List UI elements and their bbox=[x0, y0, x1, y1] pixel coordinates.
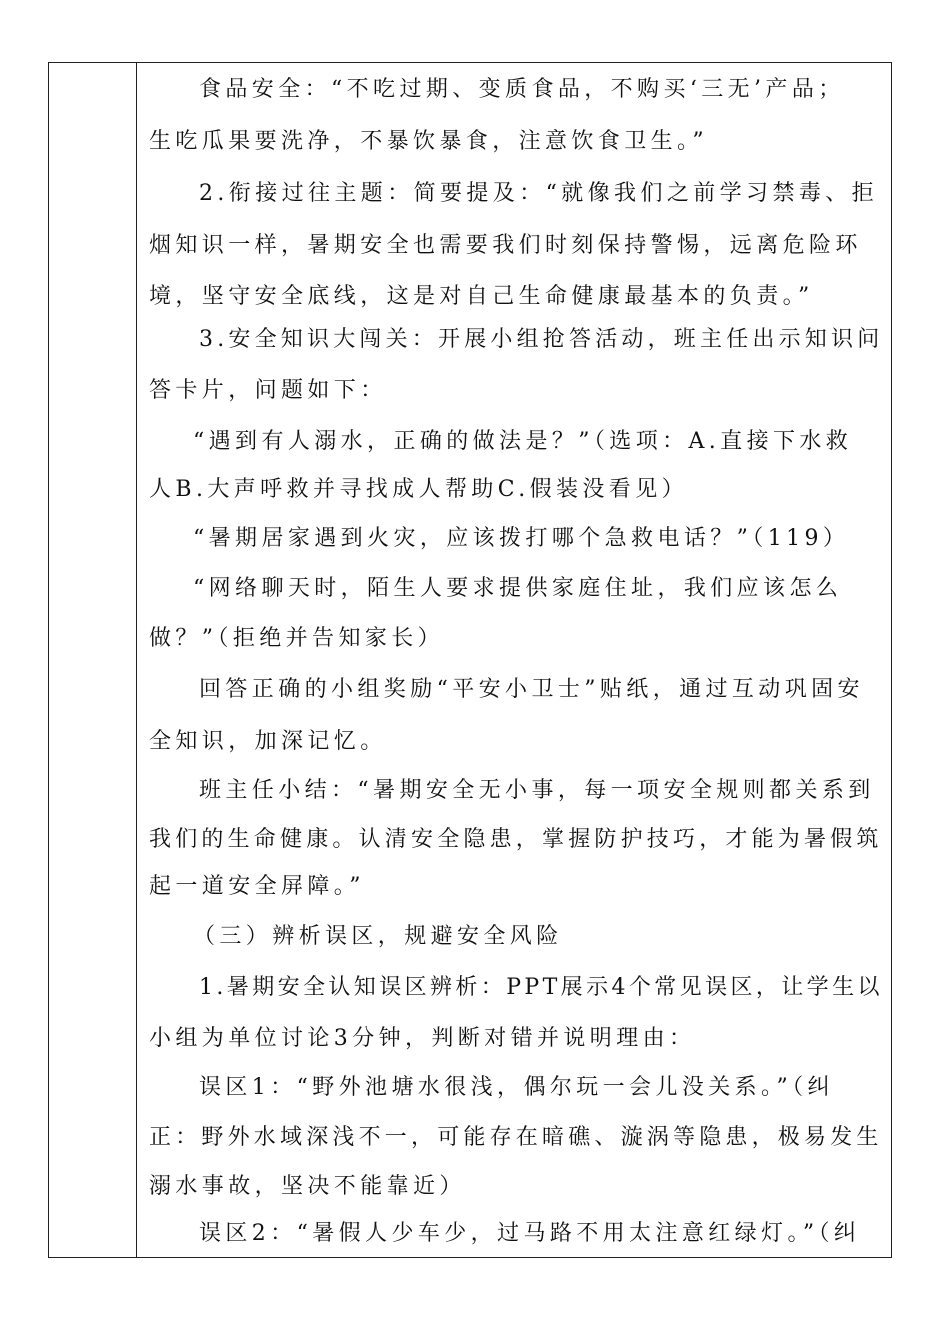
section-heading: （三）辨析误区，规避安全风险 bbox=[193, 924, 563, 949]
text-line: 3.安全知识大闯关：开展小组抢答活动，班主任出示知识问 bbox=[199, 327, 884, 352]
text-line: 境，坚守安全底线，这是对自己生命健康最基本的负责。” bbox=[149, 284, 814, 309]
text-line: “网络聊天时，陌生人要求提供家庭住址，我们应该怎么 bbox=[193, 576, 843, 601]
text-line: 全知识，加深记忆。 bbox=[149, 729, 387, 754]
lesson-plan-table bbox=[48, 62, 892, 1258]
table-content-cell bbox=[137, 63, 891, 1257]
text-line: “遇到有人溺水，正确的做法是？”（选项：A.直接下水救 bbox=[193, 429, 853, 454]
table-left-column bbox=[49, 63, 137, 1257]
text-line: 烟知识一样，暑期安全也需要我们时刻保持警惕，远离危险环 bbox=[149, 233, 862, 258]
text-line: 班主任小结：“暑期安全无小事，每一项安全规则都关系到 bbox=[199, 778, 875, 803]
text-line: 生吃瓜果要洗净，不暴饮暴食，注意饮食卫生。” bbox=[149, 129, 709, 154]
text-line: 溺水事故，坚决不能靠近） bbox=[149, 1174, 466, 1199]
text-line: 1.暑期安全认知误区辨析：PPT展示4个常见误区，让学生以 bbox=[199, 975, 883, 1000]
text-line: “暑期居家遇到火灾，应该拨打哪个急救电话？”（119） bbox=[193, 526, 850, 551]
text-line: 做？”（拒绝并告知家长） bbox=[149, 626, 445, 651]
text-line: 答卡片，问题如下： bbox=[149, 378, 387, 403]
text-line: 回答正确的小组奖励“平安小卫士”贴纸，通过互动巩固安 bbox=[199, 677, 864, 702]
text-line: 人B.大声呼救并寻找成人帮助C.假装没看见） bbox=[149, 477, 689, 502]
text-line: 小组为单位讨论3分钟，判断对错并说明理由： bbox=[149, 1026, 696, 1051]
text-line: 2.衔接过往主题：简要提及：“就像我们之前学习禁毒、拒 bbox=[199, 181, 879, 206]
text-line: 我们的生命健康。认清安全隐患，掌握防护技巧，才能为暑假筑 bbox=[149, 827, 883, 852]
text-line: 起一道安全屏障。” bbox=[149, 874, 365, 899]
text-line: 误区1：“野外池塘水很浅，偶尔玩一会儿没关系。”（纠 bbox=[199, 1075, 834, 1100]
text-line: 正：野外水域深浅不一，可能存在暗礁、漩涡等隐患，极易发生 bbox=[149, 1125, 883, 1150]
text-line: 食品安全：“不吃过期、变质食品，不购买‘三无’产品； bbox=[199, 77, 845, 102]
text-line: 误区2：“暑假人少车少，过马路不用太注意红绿灯。”（纠 bbox=[199, 1221, 861, 1246]
